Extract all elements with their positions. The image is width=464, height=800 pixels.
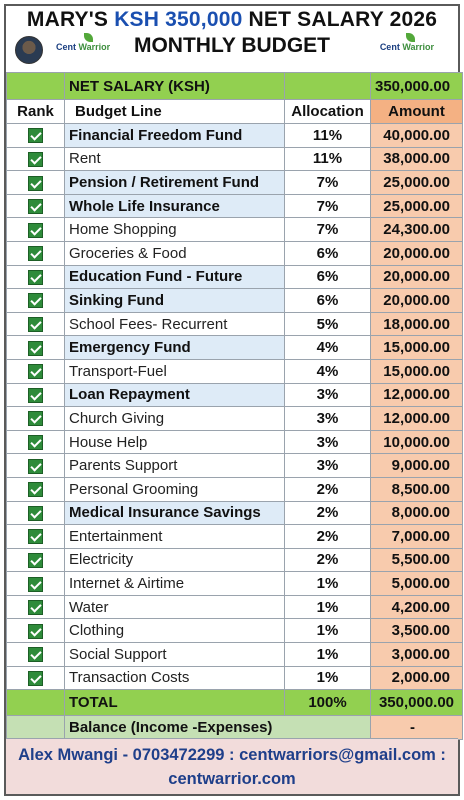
- row-checkbox-cell[interactable]: [7, 666, 65, 690]
- page-subtitle: MONTHLY BUDGET: [133, 34, 330, 57]
- budget-line-label: Transport-Fuel: [65, 359, 285, 383]
- total-label: TOTAL: [65, 690, 285, 716]
- budget-line-label: Loan Repayment: [65, 383, 285, 407]
- allocation-cell: 6%: [285, 265, 371, 289]
- checkbox-checked-icon[interactable]: [28, 435, 43, 450]
- budget-line-label: Parents Support: [65, 454, 285, 478]
- table-row: [7, 430, 463, 454]
- logo-right: [380, 42, 434, 52]
- table-row: [7, 619, 463, 643]
- allocation-cell: 1%: [285, 666, 371, 690]
- total-amount: 350,000.00: [371, 690, 463, 716]
- allocation-cell: 5%: [285, 312, 371, 336]
- title-salary-amount: KSH 350,000: [114, 8, 243, 31]
- budget-line-label: Medical Insurance Savings: [65, 501, 285, 525]
- logo-left-word-1: Cent: [56, 42, 76, 52]
- footer-website: centwarrior.com: [168, 770, 296, 788]
- row-checkbox-cell[interactable]: [7, 289, 65, 313]
- checkbox-checked-icon[interactable]: [28, 341, 43, 356]
- row-checkbox-cell[interactable]: [7, 218, 65, 242]
- table-row: [7, 643, 463, 667]
- allocation-cell: 2%: [285, 548, 371, 572]
- amount-cell: 12,000.00: [371, 407, 463, 431]
- checkbox-checked-icon[interactable]: [28, 152, 43, 167]
- row-checkbox-cell[interactable]: [7, 619, 65, 643]
- allocation-cell: 4%: [285, 359, 371, 383]
- amount-cell: 9,000.00: [371, 454, 463, 478]
- row-checkbox-cell[interactable]: [7, 430, 65, 454]
- row-checkbox-cell[interactable]: [7, 501, 65, 525]
- amount-cell: 3,500.00: [371, 619, 463, 643]
- net-salary-row: [7, 73, 463, 100]
- allocation-cell: 6%: [285, 241, 371, 265]
- row-checkbox-cell[interactable]: [7, 124, 65, 148]
- allocation-cell: 1%: [285, 595, 371, 619]
- balance-spacer: [7, 716, 65, 740]
- column-header-budget-line: Budget Line: [65, 100, 285, 124]
- table-row: [7, 525, 463, 549]
- checkbox-checked-icon[interactable]: [28, 128, 43, 143]
- allocation-cell: 1%: [285, 572, 371, 596]
- title-prefix: MARY'S: [26, 8, 115, 31]
- column-header-amount: Amount: [371, 100, 463, 124]
- budget-line-label: Entertainment: [65, 525, 285, 549]
- allocation-cell: 11%: [285, 147, 371, 171]
- table-row: [7, 289, 463, 313]
- balance-label: Balance (Income -Expenses): [65, 716, 371, 740]
- allocation-cell: 3%: [285, 407, 371, 431]
- checkbox-checked-icon[interactable]: [28, 647, 43, 662]
- checkbox-checked-icon[interactable]: [28, 364, 43, 379]
- amount-cell: 10,000.00: [371, 430, 463, 454]
- table-row: [7, 572, 463, 596]
- amount-cell: 12,000.00: [371, 383, 463, 407]
- logo-left-word-2: Warrior: [78, 42, 111, 52]
- budget-line-label: Home Shopping: [65, 218, 285, 242]
- allocation-cell: 7%: [285, 171, 371, 195]
- allocation-cell: 6%: [285, 289, 371, 313]
- avatar: [15, 36, 43, 64]
- row-checkbox-cell[interactable]: [7, 312, 65, 336]
- budget-line-label: Rent: [65, 147, 285, 171]
- amount-cell: 15,000.00: [371, 359, 463, 383]
- checkbox-checked-icon[interactable]: [28, 482, 43, 497]
- budget-line-label: Transaction Costs: [65, 666, 285, 690]
- table-row: [7, 407, 463, 431]
- contact-footer: [6, 738, 458, 794]
- allocation-cell: 3%: [285, 430, 371, 454]
- checkbox-checked-icon[interactable]: [28, 199, 43, 214]
- checkbox-checked-icon[interactable]: [28, 293, 43, 308]
- row-checkbox-cell[interactable]: [7, 359, 65, 383]
- budget-table: [6, 72, 463, 740]
- row-checkbox-cell[interactable]: [7, 383, 65, 407]
- allocation-cell: 3%: [285, 383, 371, 407]
- checkbox-checked-icon[interactable]: [28, 270, 43, 285]
- amount-cell: 20,000.00: [371, 265, 463, 289]
- table-row: [7, 666, 463, 690]
- checkbox-checked-icon[interactable]: [28, 506, 43, 521]
- budget-line-label: Sinking Fund: [65, 289, 285, 313]
- row-checkbox-cell[interactable]: [7, 572, 65, 596]
- total-allocation: 100%: [285, 690, 371, 716]
- checkbox-checked-icon[interactable]: [28, 671, 43, 686]
- table-row: [7, 124, 463, 148]
- net-salary-label: NET SALARY (KSH): [65, 73, 285, 100]
- table-row: [7, 501, 463, 525]
- row-checkbox-cell[interactable]: [7, 595, 65, 619]
- checkbox-checked-icon[interactable]: [28, 388, 43, 403]
- budget-line-label: Education Fund - Future: [65, 265, 285, 289]
- amount-cell: 25,000.00: [371, 194, 463, 218]
- checkbox-checked-icon[interactable]: [28, 459, 43, 474]
- checkbox-checked-icon[interactable]: [28, 529, 43, 544]
- table-row: [7, 218, 463, 242]
- table-row: [7, 595, 463, 619]
- budget-line-label: Water: [65, 595, 285, 619]
- allocation-cell: 2%: [285, 525, 371, 549]
- budget-sheet: [4, 4, 460, 796]
- amount-cell: 7,000.00: [371, 525, 463, 549]
- allocation-cell: 2%: [285, 501, 371, 525]
- allocation-cell: 11%: [285, 124, 371, 148]
- row-checkbox-cell[interactable]: [7, 477, 65, 501]
- row-checkbox-cell[interactable]: [7, 241, 65, 265]
- checkbox-checked-icon[interactable]: [28, 624, 43, 639]
- budget-line-label: Electricity: [65, 548, 285, 572]
- budget-line-label: Personal Grooming: [65, 477, 285, 501]
- budget-line-label: Financial Freedom Fund: [65, 124, 285, 148]
- row-checkbox-cell[interactable]: [7, 194, 65, 218]
- amount-cell: 5,500.00: [371, 548, 463, 572]
- checkbox-checked-icon[interactable]: [28, 246, 43, 261]
- checkbox-checked-icon[interactable]: [28, 223, 43, 238]
- table-row: [7, 548, 463, 572]
- amount-cell: 20,000.00: [371, 241, 463, 265]
- amount-cell: 5,000.00: [371, 572, 463, 596]
- budget-line-label: Church Giving: [65, 407, 285, 431]
- table-row: [7, 477, 463, 501]
- allocation-cell: 7%: [285, 194, 371, 218]
- column-header-allocation: Allocation: [285, 100, 371, 124]
- amount-cell: 8,500.00: [371, 477, 463, 501]
- total-row: [7, 690, 463, 716]
- amount-cell: 15,000.00: [371, 336, 463, 360]
- amount-cell: 4,200.00: [371, 595, 463, 619]
- table-row: [7, 265, 463, 289]
- amount-cell: 2,000.00: [371, 666, 463, 690]
- row-checkbox-cell[interactable]: [7, 265, 65, 289]
- column-header-rank: Rank: [7, 100, 65, 124]
- budget-line-label: Emergency Fund: [65, 336, 285, 360]
- checkbox-checked-icon[interactable]: [28, 176, 43, 191]
- title-suffix: NET SALARY 2026: [242, 8, 438, 31]
- table-row: [7, 454, 463, 478]
- net-salary-amount: 350,000.00: [371, 73, 463, 100]
- table-row: [7, 383, 463, 407]
- budget-line-label: Pension / Retirement Fund: [65, 171, 285, 195]
- checkbox-checked-icon[interactable]: [28, 411, 43, 426]
- budget-line-label: Whole Life Insurance: [65, 194, 285, 218]
- row-checkbox-cell[interactable]: [7, 643, 65, 667]
- table-row: [7, 336, 463, 360]
- allocation-cell: 4%: [285, 336, 371, 360]
- footer-contact-line: Alex Mwangi - 0703472299 : centwarriors@gmail.com :: [18, 746, 446, 764]
- net-salary-spacer: [7, 73, 65, 100]
- budget-line-label: School Fees- Recurrent: [65, 312, 285, 336]
- net-salary-alloc-blank: [285, 73, 371, 100]
- table-row: [7, 359, 463, 383]
- row-checkbox-cell[interactable]: [7, 548, 65, 572]
- amount-cell: 3,000.00: [371, 643, 463, 667]
- table-row: [7, 194, 463, 218]
- budget-line-label: Groceries & Food: [65, 241, 285, 265]
- total-spacer: [7, 690, 65, 716]
- row-checkbox-cell[interactable]: [7, 171, 65, 195]
- allocation-cell: 7%: [285, 218, 371, 242]
- table-row: [7, 312, 463, 336]
- logo-right-word-2: Warrior: [402, 42, 434, 52]
- page-title: [6, 8, 458, 32]
- amount-cell: 40,000.00: [371, 124, 463, 148]
- logo-left: [56, 42, 110, 52]
- budget-line-label: House Help: [65, 430, 285, 454]
- allocation-cell: 3%: [285, 454, 371, 478]
- row-checkbox-cell[interactable]: [7, 525, 65, 549]
- balance-amount: -: [371, 716, 463, 740]
- amount-cell: 24,300.00: [371, 218, 463, 242]
- table-header-row: [7, 100, 463, 124]
- allocation-cell: 1%: [285, 619, 371, 643]
- allocation-cell: 1%: [285, 643, 371, 667]
- budget-line-label: Clothing: [65, 619, 285, 643]
- amount-cell: 18,000.00: [371, 312, 463, 336]
- amount-cell: 20,000.00: [371, 289, 463, 313]
- amount-cell: 25,000.00: [371, 171, 463, 195]
- table-row: [7, 171, 463, 195]
- checkbox-checked-icon[interactable]: [28, 317, 43, 332]
- row-checkbox-cell[interactable]: [7, 147, 65, 171]
- row-checkbox-cell[interactable]: [7, 407, 65, 431]
- amount-cell: 38,000.00: [371, 147, 463, 171]
- budget-line-label: Internet & Airtime: [65, 572, 285, 596]
- amount-cell: 8,000.00: [371, 501, 463, 525]
- row-checkbox-cell[interactable]: [7, 454, 65, 478]
- table-row: [7, 241, 463, 265]
- allocation-cell: 2%: [285, 477, 371, 501]
- checkbox-checked-icon[interactable]: [28, 600, 43, 615]
- budget-header: [6, 6, 458, 72]
- logo-right-word-1: Cent: [379, 42, 400, 52]
- checkbox-checked-icon[interactable]: [28, 577, 43, 592]
- row-checkbox-cell[interactable]: [7, 336, 65, 360]
- balance-row: [7, 716, 463, 740]
- table-row: [7, 147, 463, 171]
- budget-line-label: Social Support: [65, 643, 285, 667]
- checkbox-checked-icon[interactable]: [28, 553, 43, 568]
